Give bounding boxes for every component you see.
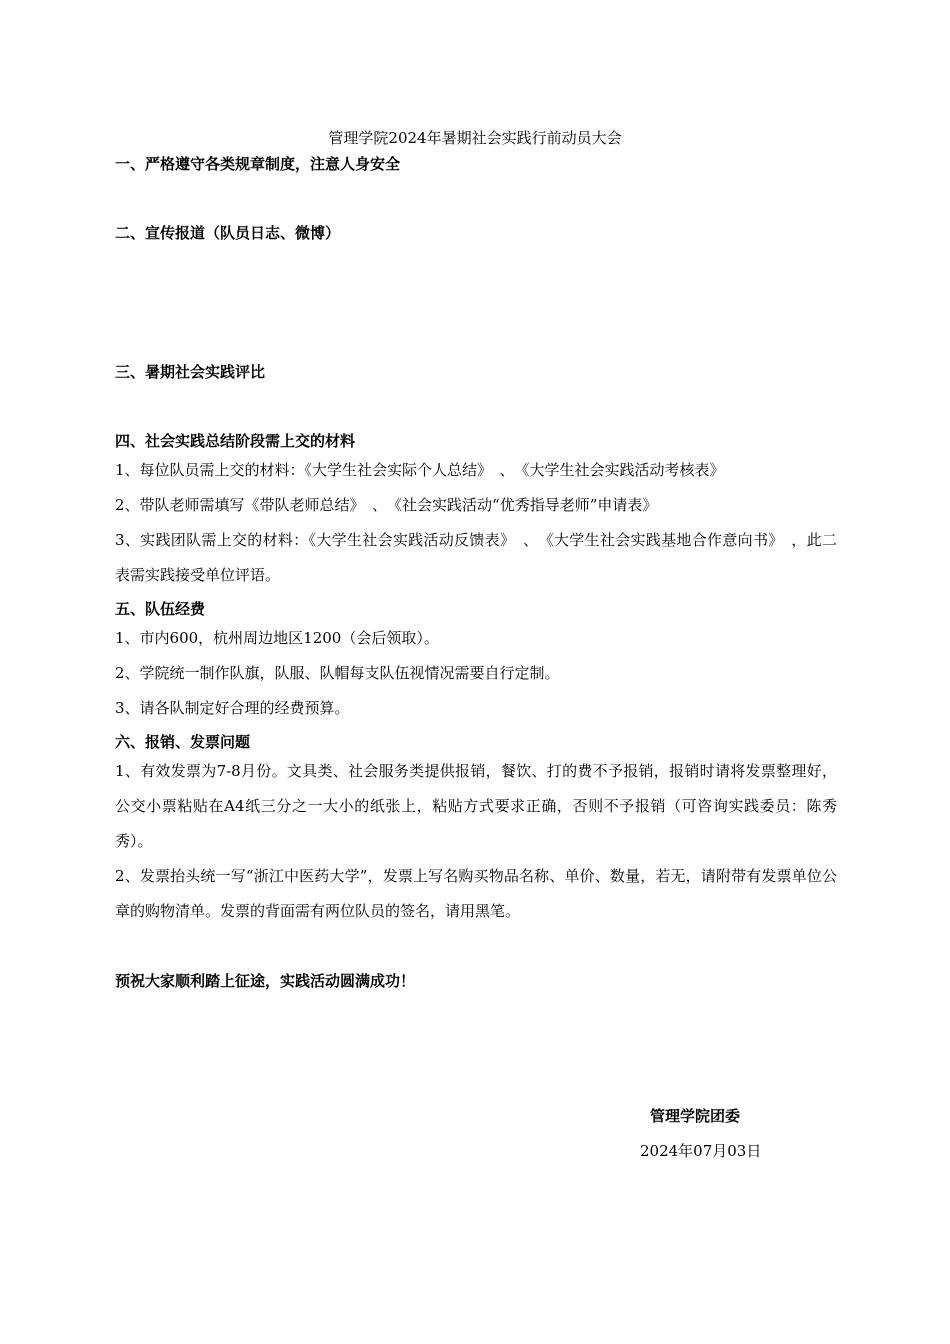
section-5-item-3: 3、请各队制定好合理的经费预算。 [115,699,350,717]
section-4-item-3: 3、实践团队需上交的材料：《大学生社会实践活动反馈表》 、 《大学生社会实践基地合作意向书》 ，此二表需实践接受单位评语。 [115,531,837,584]
document-title: 管理学院2024年暑期社会实践行前动员大会 [328,129,622,147]
signature-date: 2024年07月03日 [640,1142,762,1160]
section-5-item-1: 1、市内600，杭州周边地区1200（会后领取）。 [115,629,439,647]
section-2-heading: 二、宣传报道（队员日志、微博） [115,224,341,242]
section-5-item-2: 2、学院统一制作队旗，队服、队帽每支队伍视情况需要自行定制。 [115,664,560,682]
section-1-heading: 一、严格遵守各类规章制度，注意人身安全 [115,155,401,173]
section-4-heading: 四、社会实践总结阶段需上交的材料 [115,432,356,450]
section-6-item-2: 2、发票抬头统一写“浙江中医药大学”，发票上写名购买物品名称、单价、数量，若无，请附带有发票单位公章的购物清单。发票的背面需有两位队员的签名，请用黑笔。 [115,867,837,920]
section-3-heading: 三、暑期社会实践评比 [115,363,266,381]
section-5-heading: 五、队伍经费 [115,600,206,618]
signature-organization: 管理学院团委 [650,1107,741,1125]
section-4-item-2: 2、带队老师需填写《带队老师总结》 、 《社会实践活动“优秀指导老师”申请表》 [115,496,658,514]
section-6-item-1: 1、有效发票为7-8月份。文具类、社会服务类提供报销，餐饮、打的费不予报销，报销时请将发票整理好，公交小票粘贴在A4纸三分之一大小的纸张上，粘贴方式要求正确，否则不予报销（可咨询实践委员：陈秀秀）。 [115,762,837,850]
document-body [115,152,837,993]
section-4-item-1: 1、每位队员需上交的材料：《大学生社会实际个人总结》 、 《大学生社会实践活动考核表》 [115,461,725,479]
section-6-heading: 六、报销、发票问题 [115,733,251,751]
closing-line: 预祝大家顺利踏上征途，实践活动圆满成功！ [115,972,416,990]
